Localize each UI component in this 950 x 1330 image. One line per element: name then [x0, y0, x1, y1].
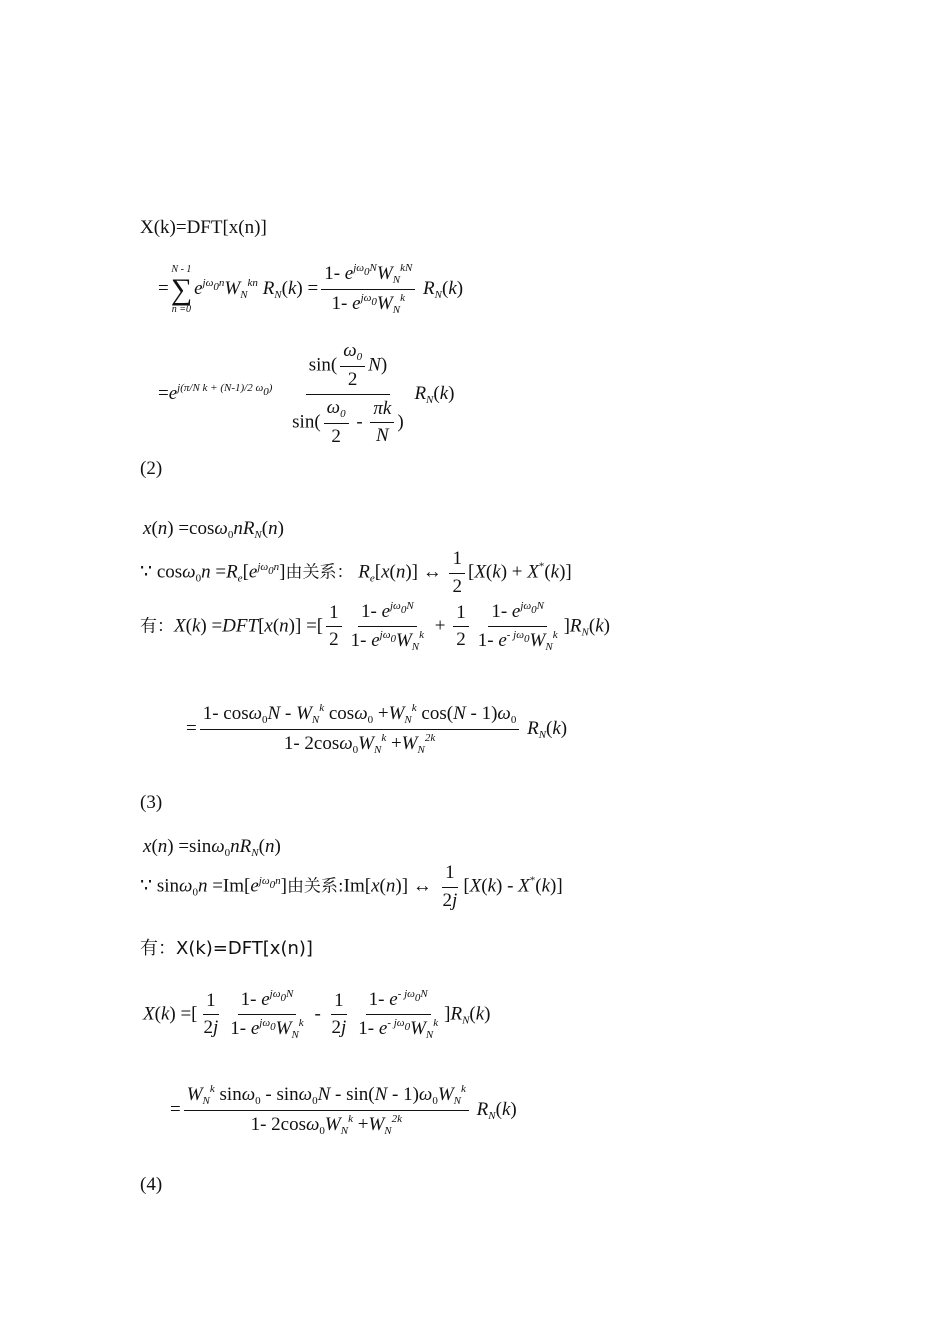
section-label-3: (3): [140, 792, 163, 813]
equation-1b: $=e^{j(\pi/N k + (N-1)/2 \omega_0)}$ sin( $\frac{\omega_0}{2}$ N) sin( $\frac{\omega_0}{2}$ - $\frac{\pi k}{N}$ ) $R_N(k)$: [158, 340, 455, 448]
relation-text-2: 由关系:: [286, 876, 344, 897]
equation-3b: ∵ $\sin\omega_0n =Im[e^{j\omega_0n}]$由关系:Im[x(n)] ↔ $\frac{1}{2j}$ [X(k) - X*(k)]: [140, 862, 563, 911]
equation-3c: X(k) =[ $\frac{1}{2j}$ $\frac{1- e^{j\omega_0N}}{1- e^{j\omega_0}W_N^k}$ - $\frac{1}{2j}$ $\frac{1- e^{- j\omega_0N}}{1- e^{- j\omega_0}W_N^k}$ ]$R_N(k)$: [143, 988, 491, 1041]
equation-2c: 有：X(k) =DFT[x(n)] =[ $\frac{1}{2}$ $\frac{1- e^{j\omega_0N}}{1- e^{j\omega_0}W_N^k}$ + $\frac{1}{2}$ $\frac{1- e^{j\omega_0N}}{1- e^{- j\omega_0}W_N^k}$ ]$R_N(k)$: [140, 600, 610, 653]
equation-2b: ∵ $\cos\omega_0n =R_e[e^{j\omega_0n}]$由关系： $R_e[x(n)]$ ↔ $\frac{1}{2}$ [X(k) + X*(k)]: [140, 548, 572, 597]
equation-3d: = $\frac{W_N^k \sin\omega_0 - \sin\omega_0N - \sin(N - 1)\omega_0W_N^k}{1- 2\cos\omega_0W_N^k +W_N^{2k}}$ $R_N(k)$: [170, 1083, 517, 1138]
equation-3a: $x(n) =\sin\omega_0nR_N(n)$: [143, 836, 281, 859]
you-xk-dft-text: 有：X(k)=DFT[x(n)]: [140, 938, 313, 959]
section-label-2: (2): [140, 458, 163, 479]
you-text: 有：: [140, 616, 174, 637]
you-xk-dft-line: [140, 934, 313, 960]
equation-2d: = $\frac{1- \cos\omega_0N - W_N^k \cos\omega_0 +W_N^k \cos(N - 1)\omega_0}{1- 2\cos\omega_0W_N^k +W_N^{2k}}$ $R_N(k)$: [186, 702, 568, 757]
equation-1a: = N - 1 ∑ n =0 $e^{j\omega_0n}W_N^{kn}$ $R_N(k)$ = $\frac{1- e^{j\omega_0N}W_N^{kN}}{1- e^{j\omega_0}W_N^k}$ $R_N(k)$: [158, 262, 464, 317]
equation-2a: $x(n) =\cos\omega_0nR_N(n)$: [143, 518, 284, 541]
xk-dft-heading: X(k)=DFT[x(n)]: [140, 217, 267, 238]
relation-text: 由关系：: [285, 562, 354, 583]
section-label-4: (4): [140, 1174, 163, 1195]
